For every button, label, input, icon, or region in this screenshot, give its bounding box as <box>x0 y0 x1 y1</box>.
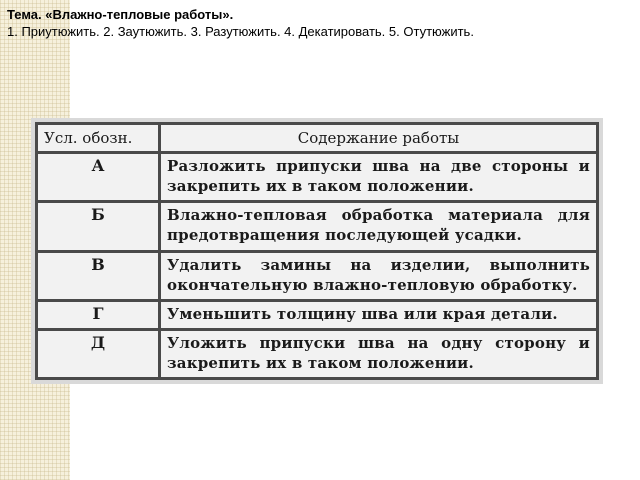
table-row <box>37 301 598 329</box>
row-code: Д <box>37 329 160 378</box>
table-header-row <box>37 124 598 153</box>
row-code: Г <box>37 301 160 329</box>
row-description: Разложить припуски шва на две стороны и закрепить их в таком положении. <box>160 153 598 202</box>
table-row <box>37 153 598 202</box>
row-code: А <box>37 153 160 202</box>
topic-title: Тема. «Влажно-тепловые работы». <box>7 7 234 22</box>
row-description: Уменьшить толщину шва или края детали. <box>160 301 598 329</box>
table-row <box>37 251 598 300</box>
operations-table <box>35 122 599 380</box>
topic-task-list: 1. Приутюжить. 2. Заутюжить. 3. Разутюжить. 4. Декатировать. 5. Отутюжить. <box>7 24 474 39</box>
row-description: Влажно-тепловая обработка материала для предотвращения последующей усадки. <box>160 202 598 251</box>
row-code: В <box>37 251 160 300</box>
table-row <box>37 202 598 251</box>
row-description: Уложить припуски шва на одну сторону и закрепить их в таком положении. <box>160 329 598 378</box>
row-description: Удалить замины на изделии, выполнить окончательную влажно-тепловую обработку. <box>160 251 598 300</box>
operations-table-image <box>31 118 603 384</box>
table-row <box>37 329 598 378</box>
topic-block <box>7 6 637 40</box>
header-code: Усл. обозн. <box>37 124 160 153</box>
header-content: Содержание работы <box>160 124 598 153</box>
row-code: Б <box>37 202 160 251</box>
